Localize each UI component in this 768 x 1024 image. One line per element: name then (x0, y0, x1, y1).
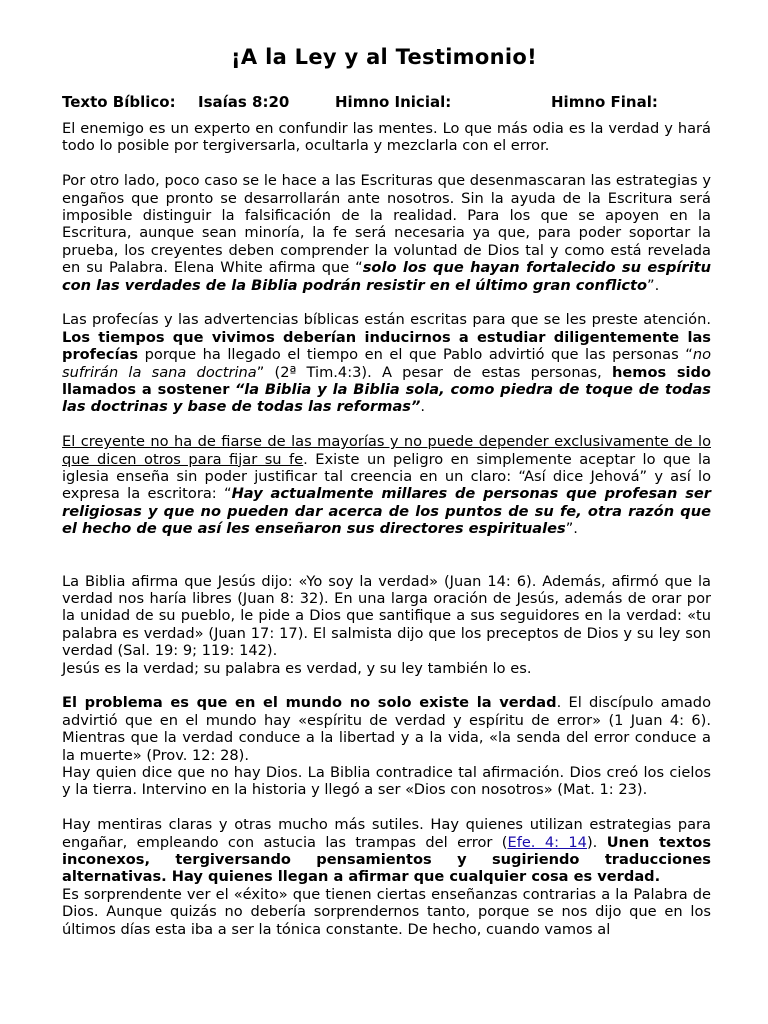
paragraph-1: El enemigo es un experto en confundir las mentes. Lo que más odia es la verdad y hará todo lo posible por tergiversarla, ocultarla y mezclarla con el error. (62, 120, 711, 155)
p3-bold-quote: “la Biblia y la Biblia sola, como piedra de toque de todas las doctrinas y base de todas las reformas” (62, 381, 711, 416)
paragraph-5: La Biblia afirma que Jesús dijo: «Yo soy la verdad» (Juan 14: 6). Además, afirmó que la verdad nos haría libres (Juan 8: 32). En una larga oración de Jesús, además de orar por la unidad de su pueblo, le pide a Dios que santifique a sus seguidores en la verdad: «tu palabra es verdad» (Juan 17: 17). El salmista dijo que los preceptos de Dios y su ley son verdad (Sal. 19: 9; 119: 142). (62, 572, 711, 660)
himno-inicial-label: Himno Inicial: (335, 93, 452, 111)
paragraph-10: Es sorprendente ver el «éxito» que tienen ciertas enseñanzas contrarias a la Palabra de Dios. Aunque quizás no debería sorprendernos tanto, porque se nos dijo que en los últimos días esta iba a ser la tónica constante. De hecho, cuando vamos al (62, 885, 711, 938)
p3-text-b: porque ha llegado el tiempo en el que Pablo advirtió que las personas “ (144, 346, 693, 364)
efesios-link[interactable]: Efe. 4: 14 (507, 833, 587, 851)
p7-text: . El discípulo amado advirtió que en el mundo hay «espíritu de verdad y espíritu de error» (1 Juan 4: 6). Mientras que la verdad conduce a la libertad y a la vida, «la senda del error conduce a la muerte» (Prov. 12: 28). (62, 694, 711, 764)
p7-bold: El problema es que en el mundo no solo existe la verdad (62, 694, 557, 712)
p2-end: ”. (647, 276, 660, 294)
document-body (62, 120, 711, 955)
p4-quote: Hay actualmente millares de personas que profesan ser religiosas y que no pueden dar acerca de los puntos de su fe, otra razón que el hecho de que así les enseñaron sus directores espirituales (62, 485, 711, 538)
texto-biblico-label: Texto Bíblico: (62, 93, 176, 111)
p4-underlined: El creyente no ha de fiarse de las mayorías y no puede depender exclusivamente de lo que dicen otros para fijar su fe (62, 433, 711, 468)
page-title: ¡A la Ley y al Testimonio! (231, 45, 537, 69)
p3-text-c: ” (2ª Tim.4:3). A pesar de estas personas, (256, 363, 602, 381)
p9-text-b: ). (586, 833, 598, 851)
p3-quote: no sufrirán la sana doctrina (62, 346, 712, 381)
p9-text: Hay mentiras claras y otras mucho más sutiles. Hay quienes utilizan estrategias para engañar, empleando con astucia las trampas del error ( (62, 816, 711, 851)
paragraph-3 (62, 311, 711, 415)
p9-bold: Unen textos inconexos, tergiversando pensamientos y sugiriendo traducciones alternativas. Hay quienes llegan a afirmar que cualquier cosa es verdad. (62, 833, 712, 886)
p4-end: ”. (565, 520, 578, 538)
paragraph-4 (62, 433, 711, 537)
p3-bold-b: hemos sido llamados a sostener (62, 363, 712, 399)
p4-text: . Existe un peligro en simplemente aceptar lo que la iglesia enseña sin poder justificar tal creencia en un claro: “Así dice Jehová” y así lo expresa la escritora: “ (62, 450, 711, 503)
texto-biblico-ref: Isaías 8:20 (198, 93, 290, 111)
himno-final-label: Himno Final: (551, 93, 658, 111)
p2-quote: solo los que hayan fortalecido su espíritu con las verdades de la Biblia podrán resistir en el último gran conflicto (62, 259, 711, 294)
paragraph-2 (62, 172, 711, 294)
paragraph-7 (62, 694, 711, 764)
paragraph-6: Jesús es la verdad; su palabra es verdad, y su ley también lo es. (62, 659, 532, 677)
paragraph-9 (62, 816, 711, 886)
p3-text-a: Las profecías y las advertencias bíblicas están escritas para que se les preste atención. (62, 311, 711, 329)
p2-text: Por otro lado, poco caso se le hace a las Escrituras que desenmascaran las estrategias y engaños que pronto se desarrollarán ante nosotros. Sin la ayuda de la Escritura será imposible distinguir la falsificación de la realidad. Para los que se apoyen en la Escritura, aunque sean minoría, la fe será necesaria ya que, para poder soportar la prueba, los creyentes deben comprender la voluntad de Dios tal y como está revelada en su Palabra. Elena White afirma que “ (62, 172, 711, 277)
p3-end: . (420, 398, 426, 416)
paragraph-8: Hay quien dice que no hay Dios. La Biblia contradice tal afirmación. Dios creó los cielos y la tierra. Intervino en la historia y llegó a ser «Dios con nosotros» (Mat. 1: 23). (62, 763, 711, 799)
p3-bold-a: Los tiempos que vivimos deberían inducirnos a estudiar diligentemente las profecías (62, 328, 711, 364)
